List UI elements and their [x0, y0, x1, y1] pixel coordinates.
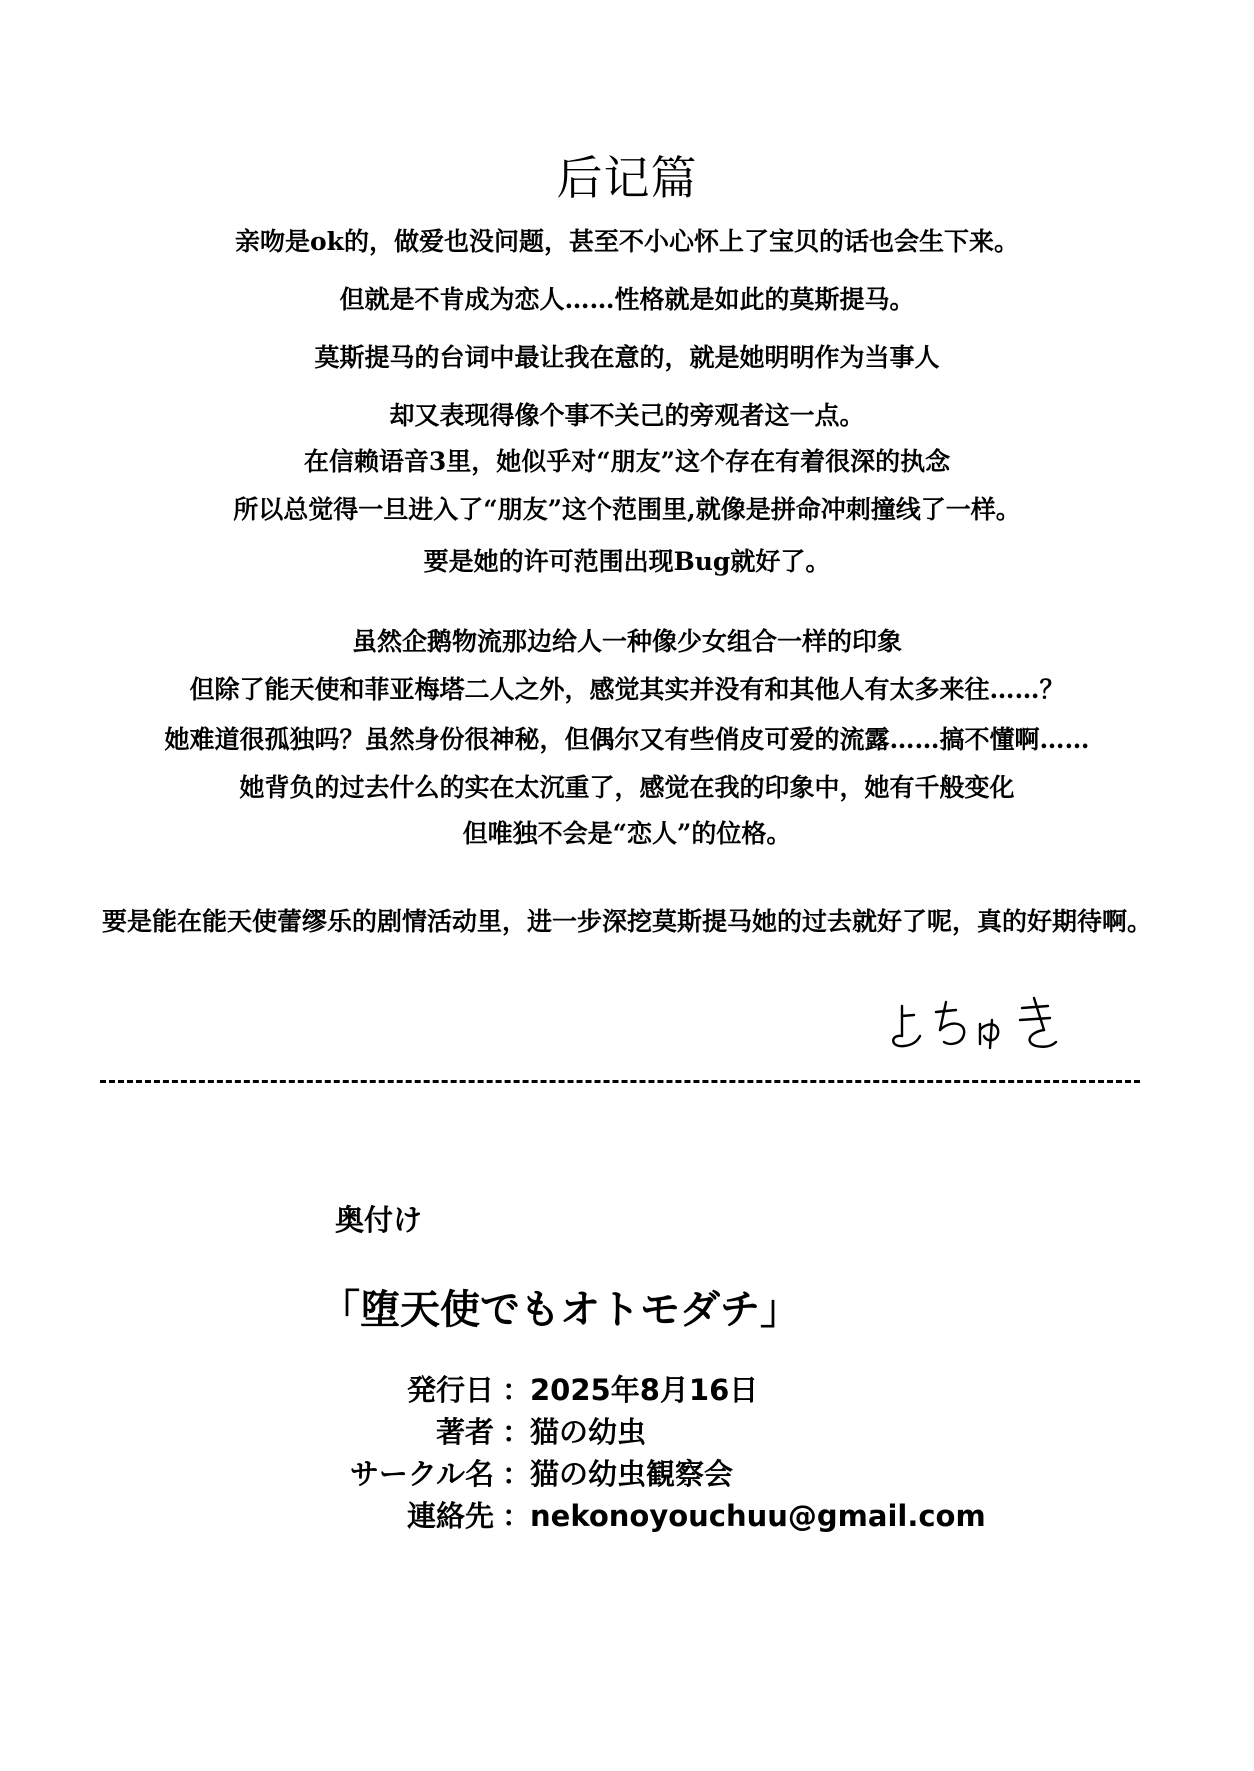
work-title: 「堕天使でもオトモダチ」 [320, 1287, 800, 1333]
colophon-row-author [0, 1412, 1254, 1452]
afterword-title: 后记篇 [556, 151, 698, 205]
row-label: 発行日 [406, 1373, 494, 1407]
afterword-line: 亲吻是ok的，做爱也没问题，甚至不小心怀上了宝贝的话也会生下来。 [235, 227, 1019, 256]
afterword-line: 虽然企鹅物流那边给人一种像少女组合一样的印象 [351, 627, 902, 656]
afterword-line: 莫斯提马的台词中最让我在意的，就是她明明作为当事人 [314, 343, 940, 372]
afterword-line: 要是能在能天使蕾缪乐的剧情活动里，进一步深挖莫斯提马她的过去就好了呢，真的好期待啊。 [101, 907, 1152, 936]
row-label: サークル名 [349, 1457, 494, 1491]
row-separator: ： [502, 1457, 532, 1491]
row-value: 猫の幼虫 [530, 1415, 647, 1449]
handwritten-signature [880, 990, 1090, 1060]
afterword-line: 她难道很孤独吗？虽然身份很神秘，但偶尔又有些俏皮可爱的流露……搞不懂啊…… [164, 725, 1090, 754]
row-value: 2025年8月16日 [530, 1373, 759, 1407]
colophon-row-publish-date [0, 1370, 1254, 1410]
row-value: 猫の幼虫観察会 [530, 1457, 734, 1491]
row-label: 連絡先 [406, 1499, 494, 1533]
row-separator: ： [502, 1373, 532, 1407]
row-separator: ： [502, 1415, 532, 1449]
colophon-row-circle [0, 1454, 1254, 1494]
afterword-line: 所以总觉得一旦进入了“朋友”这个范围里,就像是拼命冲刺撞线了一样。 [233, 495, 1021, 524]
afterword-line: 要是她的许可范围出现Bug就好了。 [423, 547, 831, 576]
afterword-line: 她背负的过去什么的实在太沉重了，感觉在我的印象中，她有千般变化 [239, 773, 1015, 802]
afterword-line: 但唯独不会是“恋人”的位格。 [462, 819, 792, 848]
row-label: 著者 [435, 1415, 494, 1449]
afterword-line: 在信赖语音3里，她似乎对“朋友”这个存在有着很深的执念 [303, 447, 951, 476]
dashed-divider [100, 1080, 1140, 1083]
contact-email: nekonoyouchuu@gmail.com [530, 1499, 986, 1533]
afterword-line: 却又表现得像个事不关己的旁观者这一点。 [389, 401, 865, 430]
afterword-line: 但就是不肯成为恋人……性格就是如此的莫斯提马。 [339, 285, 915, 314]
afterword-line: 但除了能天使和菲亚梅塔二人之外，感觉其实并没有和其他人有太多来往……？ [189, 675, 1065, 704]
row-separator: ： [502, 1499, 532, 1533]
colophon-heading: 奥付け [335, 1203, 423, 1237]
colophon-row-contact [0, 1496, 1254, 1536]
